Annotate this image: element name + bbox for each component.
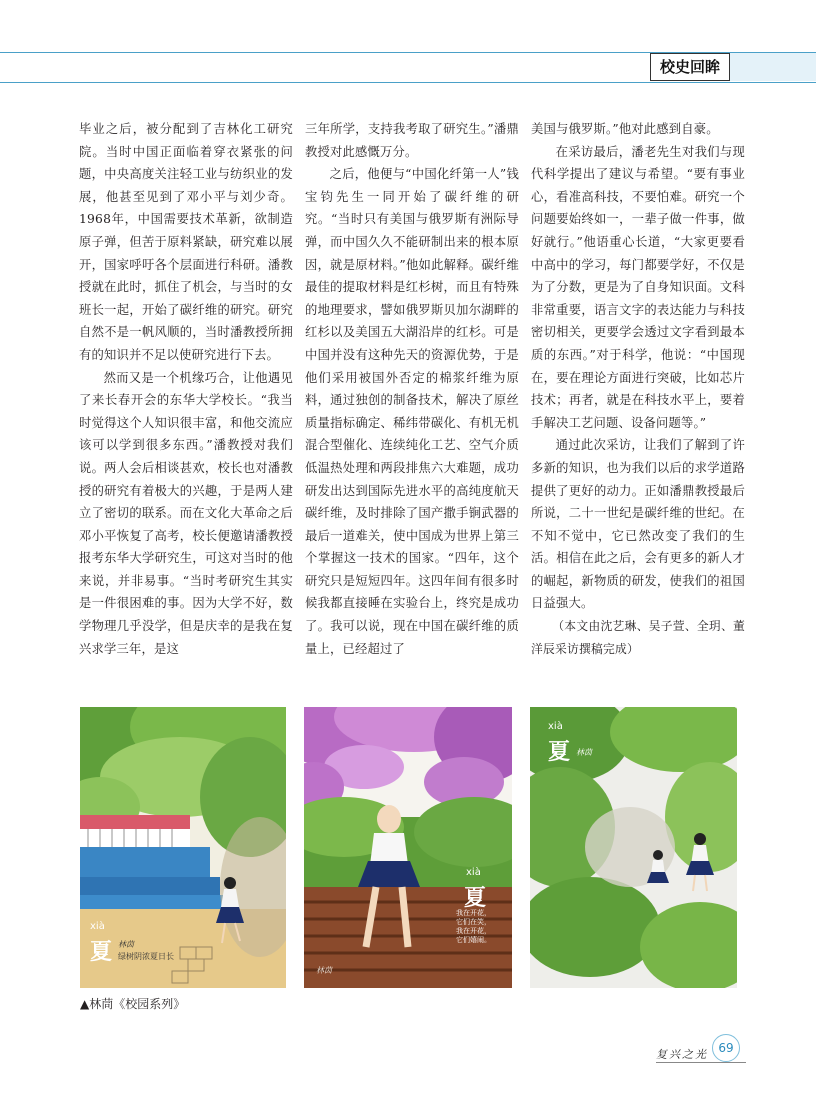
paragraph: 通过此次采访，让我们了解到了许多新的知识，也为我们以后的求学道路提供了更好的动力。正如潘鼎教授最后所说，二十一世纪是碳纤维的世纪。在不知不觉中，它已然改变了我们的生活。相信在此之后，会有更多的新人才的崛起，新物质的研发，使我们的祖国日益强大。 — [531, 438, 745, 611]
poem — [456, 909, 491, 945]
paragraph: 之后，他便与“中国化纤第一人”钱宝钧先生一同开始了碳纤维的研究。“当时只有美国与俄罗斯有洲际导弹，而中国久久不能研制出来的根本原因，就是原材料。”他如此解释。碳纤维最佳的提取材料是红杉树，而且有特殊的地理要求，譬如俄罗斯贝加尔湖畔的红杉以及美国五大湖沿岸的红杉。可是中国并没有这种先天的资源优势，于是他们采用被国外否定的棉浆纤维为原料，通过独创的制备技术，解决了原丝质量指标确定、稀纬带碳化、有机无机混合型催化、连续纯化工艺、空气介质低温热处理和两段排焦六大难题，成功研发出达到国际先进水平的高纯度航天碳纤维，及时排除了国产撒手锏武器的最后一道难关，使中国成为世界上第三个掌握这一技术的国家。“四年，这个研究只是短短四年。这四年间有很多时候我都直接睡在实验台上，终究是成功了。我可以说，现在中国在碳纤维的质量上，已经超过了 — [305, 167, 519, 656]
author-note: （本文由沈艺琳、吴子萱、全玥、董洋辰采访撰稿完成） — [531, 619, 745, 656]
artwork-illustration — [304, 707, 512, 988]
paragraph: 毕业之后，被分配到了吉林化工研究院。当时中国正面临着穿衣紧张的问题，中央高度关注轻工业与纺织业的发展，他甚至见到了邓小平与刘少奇。1968年，中国需要技术革新，欲制造原子弹，但苦于原料紧缺，研究难以展开，国家呼吁各个层面进行科研。潘教授就在此时，抓住了机会，与当时的女班长一起，开始了碳纤维的研究。研究自然不是一帆风顺的，当时潘教授所拥有的知识并不足以使研究进行下去。 — [79, 122, 293, 362]
poem-line: 我在开花， — [456, 909, 491, 917]
section-tab: 校史回眸 — [650, 53, 730, 81]
article-column-2 — [305, 118, 519, 660]
paragraph: 然而又是一个机缘巧合，让他遇见了来长春开会的东华大学校长。“我当时觉得这个人知识很丰富，和他交流应该可以学到很多东西。”潘教授对我们说。两人会后相谈甚欢，校长也对潘教授的研究有着极大的兴趣，于是两人建立了密切的联系。而在文化大革命之后邓小平恢复了高考，校长便邀请潘教授报考东华大学研究生，可这对当时的他来说，并非易事。“当时考研究生其实是一件很困难的事。因为大学不好，数学物理几乎没学，但是庆幸的是我在复兴求学三年，是这 — [79, 370, 293, 656]
paragraph: 在采访最后，潘老先生对我们与现代科学提出了建议与希望。“要有事业心，看准高科技，不要怕难。研究一个问题要始终如一，一辈子做一件事，做好就行。”他语重心长道，“大家更要看中高中的学习，每门都要学好，不仅是为了分数，更是为了自身知识面。文科非常重要，语言文字的表达能力与科技密切相关，更要学会透过文字看到最本质的东西。”对于科学，他说：“中国现在，要在理论方面进行突破，比如芯片技术；再者，就是在科技水平上，要着手解决工艺问题、设备问题等。” — [531, 144, 745, 430]
pinyin-label: xià — [548, 721, 563, 732]
poem-line: 我在开花， — [456, 927, 491, 935]
signature: 林茵 — [118, 940, 134, 949]
artwork-summer-1 — [80, 707, 286, 988]
artwork-summer-3 — [530, 707, 737, 988]
paragraph: 美国与俄罗斯。”他对此感到自豪。 — [531, 122, 719, 136]
header-rule-bottom — [0, 82, 816, 83]
signature: 林茵 — [316, 966, 332, 975]
pinyin-label: xià — [466, 867, 481, 878]
article-column-1 — [79, 118, 293, 660]
footer-rule — [656, 1062, 746, 1063]
summer-char: 夏 — [464, 885, 487, 911]
poem-line: 它们在笑， — [456, 918, 491, 926]
section-tab-bar — [730, 53, 816, 81]
summer-char: 夏 — [90, 939, 113, 965]
paragraph: 三年所学，支持我考取了研究生。”潘鼎教授对此感慨万分。 — [305, 122, 519, 159]
page-number: 69 — [712, 1034, 740, 1062]
journal-logo: 复兴之光 — [656, 1048, 708, 1061]
artwork-subtitle: 绿树阴浓夏日长 — [118, 952, 174, 961]
artwork-summer-2 — [304, 707, 512, 988]
summer-char: 夏 — [548, 739, 571, 765]
article-column-3 — [531, 118, 745, 660]
signature: 林茵 — [576, 748, 592, 757]
poem-line: 它们嬉闹。 — [456, 936, 491, 944]
figure-caption: ▲林茼《校园系列》 — [80, 997, 186, 1011]
pinyin-label: xià — [90, 921, 105, 932]
